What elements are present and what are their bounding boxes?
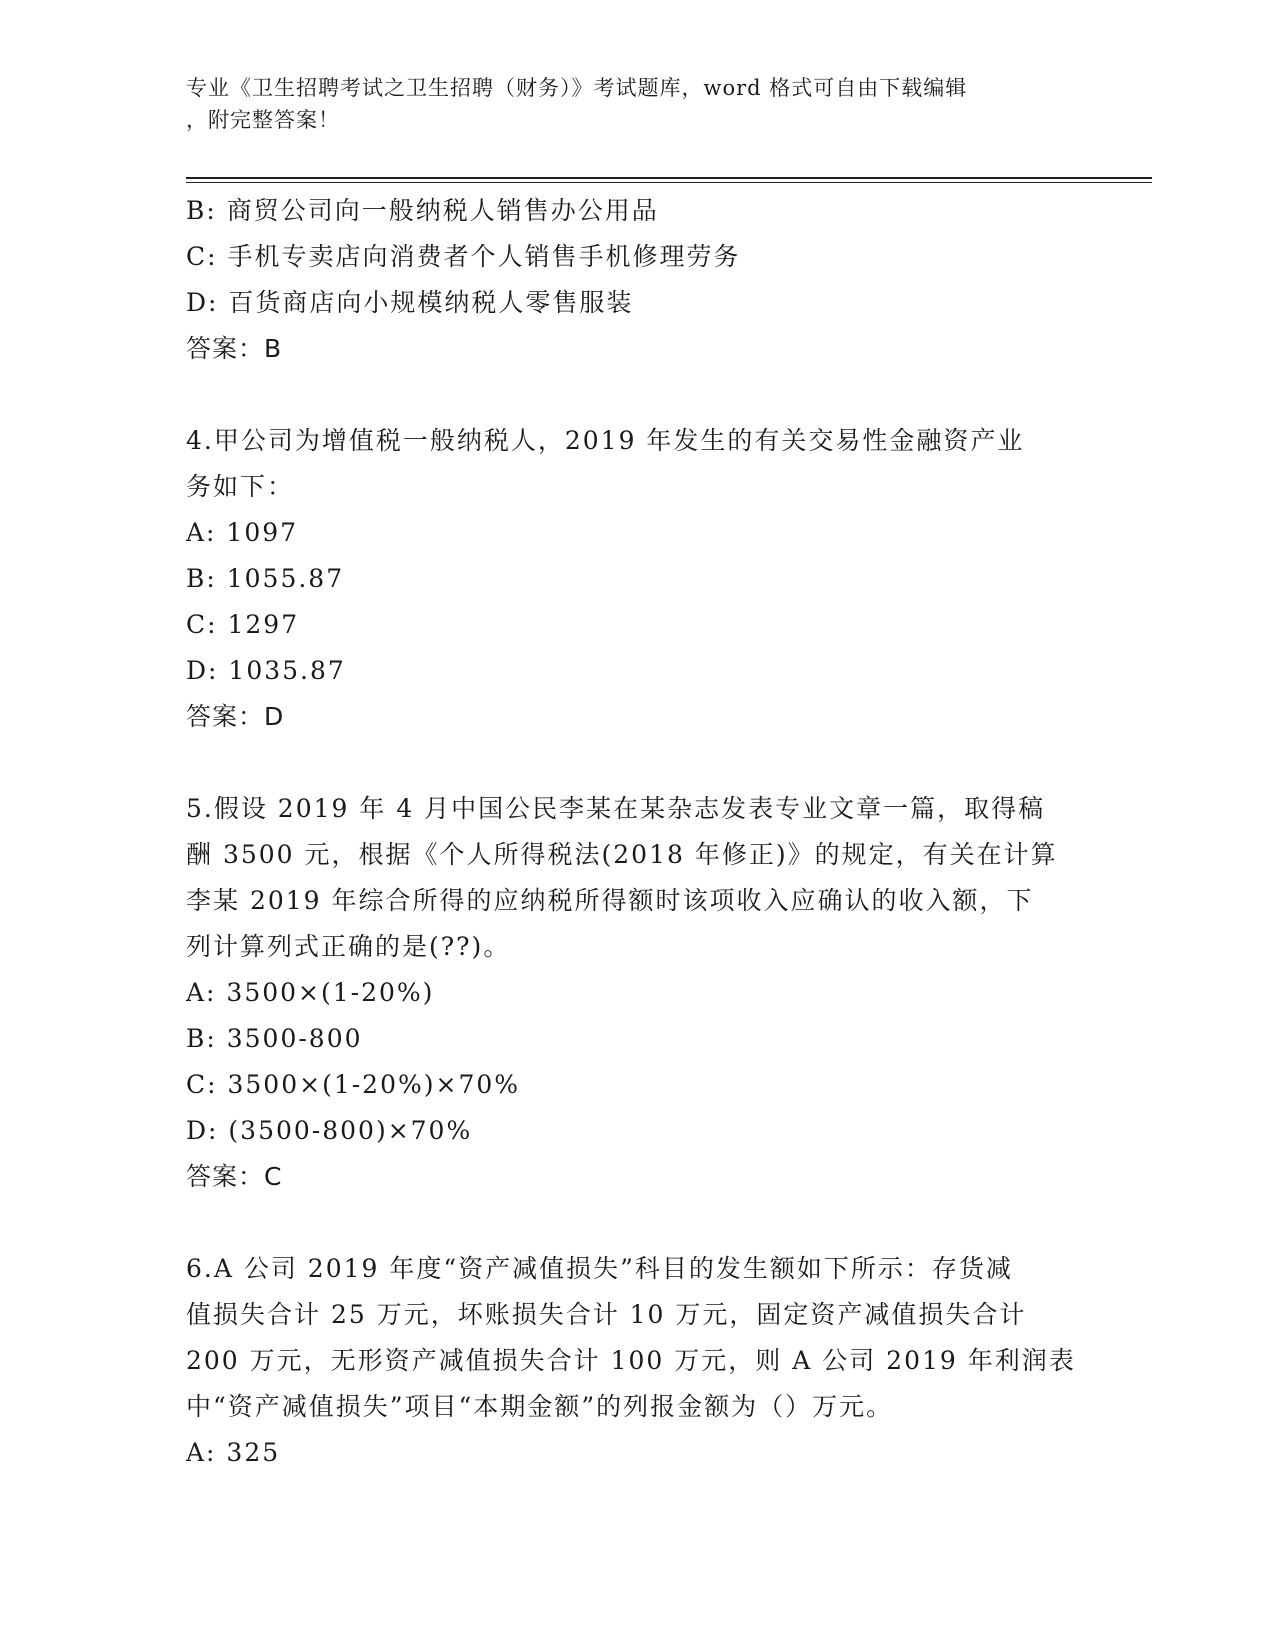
q4-option-b: B: 1055.87: [186, 564, 345, 593]
q4-option-a: A: 1097: [186, 518, 299, 547]
q6-stem-line-3: 200 万元，无形资产减值损失合计 100 万元，则 A 公司 2019 年利润表: [186, 1346, 1076, 1375]
question-4: [186, 418, 1086, 740]
q5-stem-line-1: 5.假设 2019 年 4 月中国公民李某在某杂志发表专业文章一篇，取得稿: [186, 794, 1046, 823]
q3-answer: 答案：B: [186, 334, 283, 363]
q3-option-b: B: 商贸公司向一般纳税人销售办公用品: [186, 196, 659, 225]
q4-option-c: C: 1297: [186, 610, 300, 639]
header-line-1: 专业《卫生招聘考试之卫生招聘（财务）》考试题库，word 格式可自由下载编辑: [186, 76, 968, 100]
q5-stem-line-3: 李某 2019 年综合所得的应纳税所得额时该项收入应确认的收入额，下: [186, 886, 1034, 915]
q6-option-a: A: 325: [186, 1438, 281, 1467]
q6-stem-line-1: 6.A 公司 2019 年度“资产减值损失”科目的发生额如下所示：存货减: [186, 1254, 1013, 1283]
question-5: [186, 786, 1086, 1200]
q5-option-b: B: 3500-800: [186, 1024, 363, 1053]
q4-stem-line-1: 4.甲公司为增值税一般纳税人，2019 年发生的有关交易性金融资产业: [186, 426, 1025, 455]
q3-option-c: C: 手机专卖店向消费者个人销售手机修理劳务: [186, 242, 741, 271]
question-6: [186, 1246, 1086, 1476]
q4-answer: 答案：D: [186, 702, 285, 731]
q6-stem-line-2: 值损失合计 25 万元，坏账损失合计 10 万元，固定资产减值损失合计: [186, 1300, 1027, 1329]
q3-option-d: D: 百货商店向小规模纳税人零售服装: [186, 288, 634, 317]
spacer: [186, 1200, 1086, 1246]
header-line-2: ，附完整答案！: [186, 108, 340, 132]
q4-stem-line-2: 务如下：: [186, 472, 295, 501]
q4-option-d: D: 1035.87: [186, 656, 346, 685]
q5-option-c: C: 3500×(1-20%)×70%: [186, 1070, 521, 1099]
spacer: [186, 372, 1086, 418]
spacer: [186, 740, 1086, 786]
question-list: [186, 188, 1086, 1476]
q5-option-a: A: 3500×(1-20%): [186, 978, 435, 1007]
q5-option-d: D: (3500-800)×70%: [186, 1116, 473, 1145]
q5-stem-line-2: 酬 3500 元，根据《个人所得税法(2018 年修正)》的规定，有关在计算: [186, 840, 1058, 869]
header-divider-thin: [186, 182, 1152, 183]
question-3: [186, 188, 1086, 372]
q5-answer: 答案：C: [186, 1162, 283, 1191]
document-header: [186, 72, 1066, 136]
header-divider-thick: [186, 177, 1152, 179]
q5-stem-line-4: 列计算列式正确的是(??)。: [186, 932, 511, 961]
q6-stem-line-4: 中“资产减值损失”项目“本期金额”的列报金额为（）万元。: [186, 1392, 894, 1421]
